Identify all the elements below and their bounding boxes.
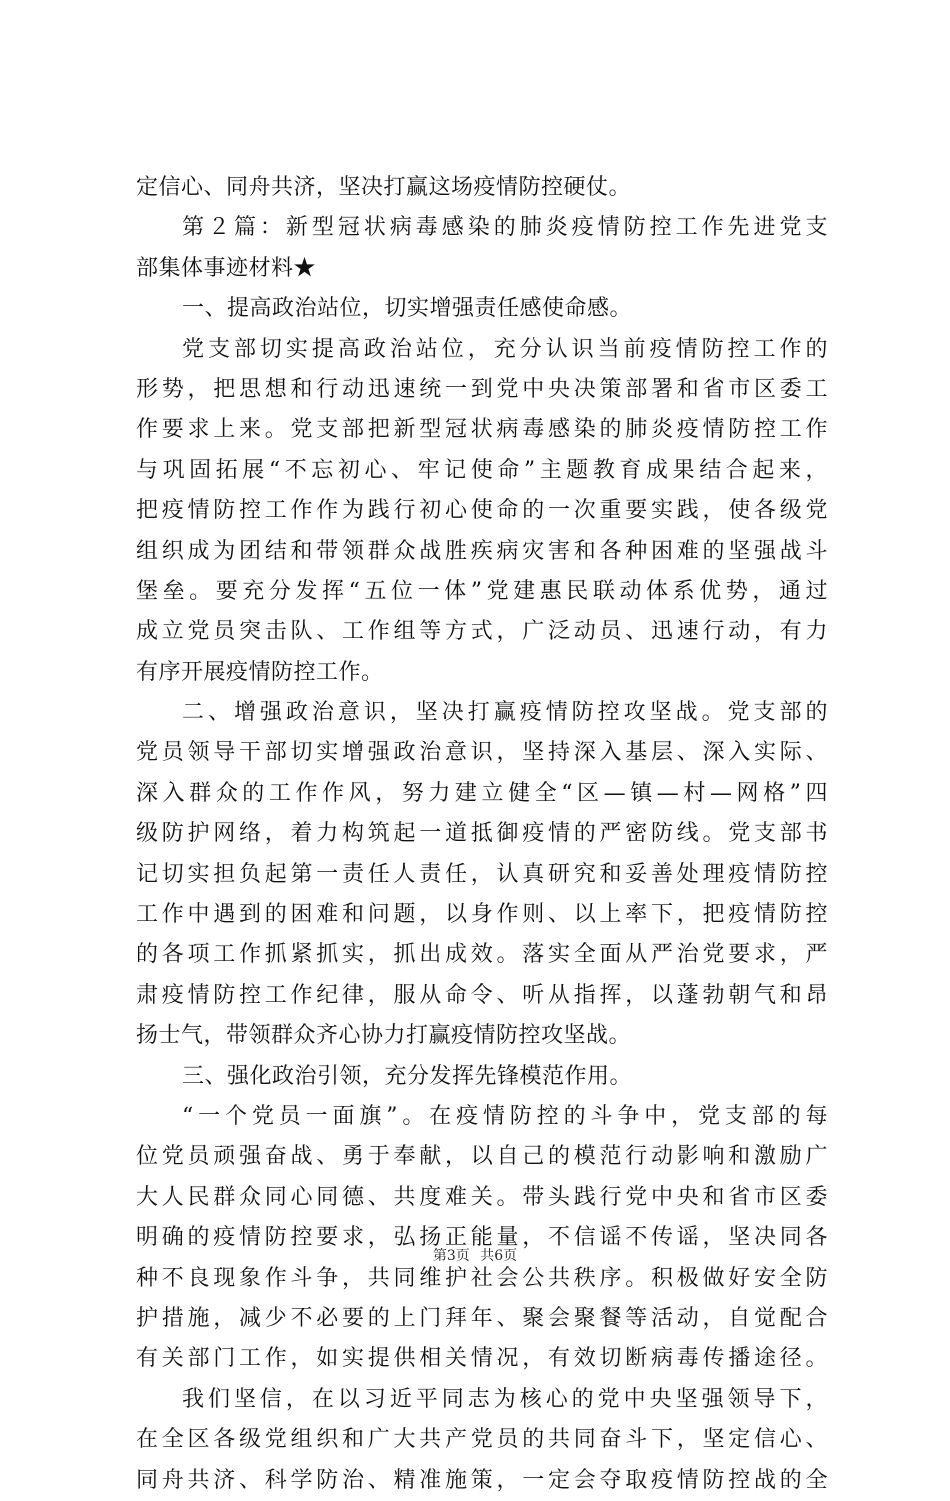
text-line: 作要求上来。党支部把新型冠状病毒感染的肺炎疫情防控工作 (136, 417, 828, 443)
text-line: 工作中遇到的困难和问题，以身作则、以上率下，把疫情防控 (136, 902, 828, 928)
text-line: 护措施，减少不必要的上门拜年、聚会聚餐等活动，自觉配合 (136, 1305, 828, 1331)
text-line: 大人民群众同心同德、共度难关。带头践行党中央和省市区委 (136, 1184, 828, 1210)
page-footer (0, 1245, 950, 1265)
text-line: 把疫情防控工作作为践行初心使命的一次重要实践，使各级党 (136, 498, 828, 524)
text-line: 肃疫情防控工作纪律，服从命令、听从指挥，以蓬勃朝气和昂 (136, 982, 828, 1008)
text-line: 级防护网络，着力构筑起一道抵御疫情的严密防线。党支部书 (136, 821, 828, 847)
text-line: 扬士气，带领群众齐心协力打赢疫情防控攻坚战。 (136, 1023, 632, 1049)
text-line: 与巩固拓展“不忘初心、牢记使命”主题教育成果结合起来， (136, 457, 828, 483)
text-line: 部集体事迹材料★ (136, 255, 317, 281)
text-line: 有序开展疫情防控工作。 (136, 659, 384, 685)
text-line: 组织成为团结和带领群众战胜疾病灾害和各种困难的坚强战斗 (136, 538, 828, 564)
page-number: 第3页 (432, 1248, 470, 1264)
text-line: 我们坚信，在以习近平同志为核心的党中央坚强领导下， (182, 1386, 828, 1412)
text-line: 一、提高政治站位，切实增强责任感使命感。 (182, 296, 633, 322)
text-line: “一个党员一面旗”。在疫情防控的斗争中，党支部的每 (182, 1103, 828, 1129)
text-line: 三、强化政治引领，充分发挥先锋模范作用。 (182, 1063, 633, 1089)
text-line: 的各项工作抓紧抓实，抓出成效。落实全面从严治党要求，严 (136, 942, 828, 968)
text-line: 成立党员突击队、工作组等方式，广泛动员、迅速行动，有力 (136, 619, 828, 645)
text-line: 二、增强政治意识，坚决打赢疫情防控攻坚战。党支部的 (182, 700, 828, 726)
text-line: 定信心、同舟共济，坚决打赢这场疫情防控硬仗。 (136, 175, 632, 200)
text-line: 记切实担负起第一责任人责任，认真研究和妥善处理疫情防控 (136, 861, 828, 887)
text-line: 明确的疫情防控要求，弘扬正能量，不信谣不传谣，坚决同各 (136, 1225, 828, 1251)
text-line: 党支部切实提高政治站位，充分认识当前疫情防控工作的 (182, 336, 828, 362)
text-line: 位党员顽强奋战、勇于奉献，以自己的模范行动影响和激励广 (136, 1144, 828, 1170)
text-line: 形势，把思想和行动迅速统一到党中央决策部署和省市区委工 (136, 376, 828, 402)
text-line: 深入群众的工作作风，努力建立健全“区—镇—村—网格”四 (136, 780, 828, 806)
document-body (136, 168, 828, 1501)
text-line: 在全区各级党组织和广大共产党员的共同奋斗下，坚定信心、 (136, 1427, 828, 1453)
text-line: 种不良现象作斗争，共同维护社会公共秩序。积极做好安全防 (136, 1265, 828, 1291)
text-line: 同舟共济、科学防治、精准施策，一定会夺取疫情防控战的全 (136, 1467, 828, 1493)
text-line: 堡垒。要充分发挥“五位一体”党建惠民联动体系优势，通过 (136, 578, 828, 604)
text-line: 第２篇：新型冠状病毒感染的肺炎疫情防控工作先进党支 (182, 215, 828, 241)
text-line: 有关部门工作，如实提供相关情况，有效切断病毒传播途径。 (136, 1346, 828, 1372)
text-line: 党员领导干部切实增强政治意识，坚持深入基层、深入实际、 (136, 740, 828, 766)
page-total: 共6页 (480, 1248, 518, 1264)
